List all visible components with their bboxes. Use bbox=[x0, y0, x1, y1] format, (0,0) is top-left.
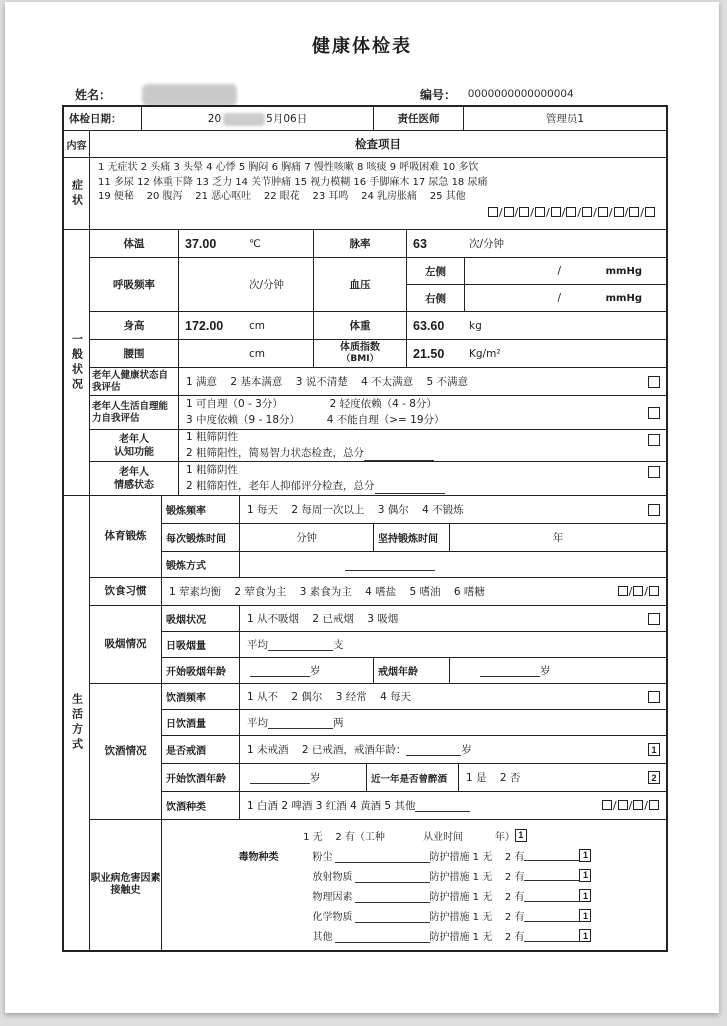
waist-bmi-row bbox=[90, 340, 666, 368]
bp-label: 血压 bbox=[314, 258, 407, 312]
smoking-start-age-unit: 岁 bbox=[310, 665, 321, 677]
emotion-line2: 2 粗筛阳性，老年人抑郁评分检查，总分 bbox=[186, 479, 375, 492]
smoking-start-age-label: 开始吸烟年龄 bbox=[162, 658, 240, 684]
occupational-item-row bbox=[231, 926, 598, 946]
drinking-drunk-cell bbox=[459, 764, 666, 792]
exercise-years-unit: 年 bbox=[450, 524, 666, 552]
occupational-group bbox=[90, 820, 666, 950]
exercise-method-label: 锻炼方式 bbox=[162, 552, 240, 578]
temperature-unit: ℃ bbox=[249, 237, 261, 250]
pulse-label: 脉率 bbox=[314, 230, 407, 258]
symptoms-options-line3: 19 便秘 20 腹泻 21 恶心呕吐 22 眼花 23 耳鸣 24 乳房胀痛 25 其他 bbox=[98, 191, 466, 202]
drinking-daily-blank bbox=[268, 717, 333, 729]
drinking-freq-options: 1 从不 2 偶尔 3 经常 4 每天 bbox=[247, 691, 412, 703]
cognition-label-line2: 认知功能 bbox=[114, 446, 154, 458]
temperature-pulse-row bbox=[90, 230, 666, 258]
occupational-item-name: 化学物质 bbox=[312, 912, 353, 924]
diet-group bbox=[90, 578, 666, 606]
exercise-group-label: 体育锻炼 bbox=[90, 496, 162, 578]
drinking-daily-prefix: 平均 bbox=[247, 717, 268, 729]
protection-blank bbox=[524, 849, 579, 861]
cognition-row bbox=[90, 430, 666, 462]
occupational-item-codebox: 1 bbox=[579, 849, 591, 862]
weight-value-cell bbox=[407, 312, 666, 340]
name-value-redacted bbox=[142, 84, 237, 106]
drinking-daily-label: 日饮酒量 bbox=[162, 710, 240, 736]
occupational-item-name: 放射物质 bbox=[312, 871, 353, 883]
drinking-drunk-label: 近一年是否曾醉酒 bbox=[367, 764, 459, 792]
occupational-item-row bbox=[231, 906, 598, 926]
elder-health-label: 老年人健康状态自我评估 bbox=[90, 368, 179, 396]
occupational-head-text: 1 无 2 有（工种 从业时间 年） bbox=[303, 831, 515, 843]
smoking-daily-label: 日吸烟量 bbox=[162, 632, 240, 658]
exercise-freq-options-cell bbox=[240, 496, 666, 524]
protection-label: 防护措施 1 无 2 有 bbox=[429, 851, 525, 863]
height-unit: cm bbox=[249, 319, 266, 332]
exam-date-suffix: 5月06日 bbox=[266, 113, 308, 125]
bp-right-label: 右侧 bbox=[407, 285, 465, 312]
occupational-item-blank bbox=[335, 932, 430, 943]
weight-value: 63.60 bbox=[413, 318, 445, 333]
symptoms-section bbox=[64, 158, 666, 230]
elder-selfcare-row bbox=[90, 396, 666, 430]
protection-label: 防护措施 1 无 2 有 bbox=[429, 932, 525, 944]
bp-left-separator: / bbox=[557, 265, 561, 277]
emotion-row bbox=[90, 462, 666, 496]
waist-value-cell bbox=[179, 340, 314, 368]
occupational-head-codebox: 1 bbox=[515, 829, 527, 842]
emotion-content-cell bbox=[179, 462, 666, 496]
cognition-score-blank bbox=[364, 449, 434, 461]
emotion-line1: 1 粗筛阴性 bbox=[186, 463, 239, 476]
occupational-item-row bbox=[231, 865, 598, 885]
bmi-label bbox=[314, 340, 407, 368]
doctor-label: 责任医师 bbox=[374, 107, 464, 131]
smoking-daily-prefix: 平均 bbox=[247, 639, 268, 651]
lifestyle-section-label: 生活方式 bbox=[70, 693, 84, 753]
emotion-label-line1: 老年人 bbox=[119, 466, 149, 478]
drinking-quit-label: 是否戒酒 bbox=[162, 736, 240, 764]
drinking-freq-label: 饮酒频率 bbox=[162, 684, 240, 710]
exercise-freq-label: 锻炼频率 bbox=[162, 496, 240, 524]
symptoms-checkbox-row: / / / / / / / / / / bbox=[98, 206, 660, 219]
respiration-value-cell bbox=[179, 258, 314, 312]
pulse-value-cell bbox=[407, 230, 666, 258]
drinking-group-label: 饮酒情况 bbox=[90, 684, 162, 820]
occupational-item-name: 其他 bbox=[312, 932, 333, 944]
symptoms-content bbox=[90, 158, 666, 230]
drinking-start-age-cell bbox=[240, 764, 367, 792]
waist-unit: cm bbox=[249, 347, 266, 360]
bmi-value-cell bbox=[407, 340, 666, 368]
smoking-status-checkbox bbox=[648, 613, 660, 625]
general-section bbox=[64, 230, 666, 496]
content-column-header: 内容 bbox=[64, 131, 90, 158]
emotion-checkbox bbox=[648, 466, 660, 478]
elder-selfcare-checkbox bbox=[648, 407, 660, 419]
weight-unit: kg bbox=[469, 319, 482, 332]
respiration-label: 呼吸频率 bbox=[90, 258, 179, 312]
weight-label: 体重 bbox=[314, 312, 407, 340]
symptoms-section-label-cell bbox=[64, 158, 90, 230]
protection-blank bbox=[524, 869, 579, 881]
drinking-kind-options: 1 白酒 2 啤酒 3 红酒 4 黄酒 5 其他 bbox=[247, 800, 416, 812]
drinking-drunk-options: 1 是 2 否 bbox=[466, 772, 521, 784]
bmi-unit: Kg/m² bbox=[469, 347, 501, 360]
cognition-line2: 2 粗筛阳性，简易智力状态检查，总分 bbox=[186, 446, 365, 459]
drinking-start-age-blank bbox=[250, 772, 310, 784]
exam-date-value bbox=[142, 107, 374, 131]
elder-health-checkbox bbox=[648, 376, 660, 388]
diet-options: 1 荤素均衡 2 荤食为主 3 素食为主 4 嗜盐 5 嗜油 6 嗜糖 bbox=[169, 586, 485, 598]
symptoms-options-line1: 1 无症状 2 头痛 3 头晕 4 心悸 5 胸闷 6 胸痛 7 慢性咳嗽 8 咳痰 9 呼吸困难 10 多饮 bbox=[98, 162, 479, 173]
height-weight-row bbox=[90, 312, 666, 340]
number-value: 0000000000000004 bbox=[468, 88, 574, 100]
cognition-content-cell bbox=[179, 430, 666, 462]
smoking-group-label: 吸烟情况 bbox=[90, 606, 162, 684]
emotion-score-blank bbox=[375, 482, 445, 494]
occupational-content bbox=[162, 820, 666, 950]
bp-right-separator: / bbox=[557, 292, 561, 304]
occupational-item-codebox: 1 bbox=[579, 909, 591, 922]
bmi-value: 21.50 bbox=[413, 346, 445, 361]
protection-blank bbox=[524, 910, 579, 922]
drinking-start-age-label: 开始饮酒年龄 bbox=[162, 764, 240, 792]
exam-date-redacted bbox=[223, 113, 265, 126]
smoking-start-age-cell bbox=[240, 658, 374, 684]
drinking-kind-checkbox-row: / / / bbox=[601, 799, 660, 812]
smoking-daily-unit: 支 bbox=[333, 639, 344, 651]
smoking-group bbox=[90, 606, 666, 684]
respiration-bp-row bbox=[90, 258, 666, 312]
temperature-value: 37.00 bbox=[185, 236, 217, 251]
exam-date-row bbox=[64, 107, 666, 131]
elder-health-row bbox=[90, 368, 666, 396]
occupational-item-codebox: 1 bbox=[579, 889, 591, 902]
symptoms-section-label: 症状 bbox=[70, 178, 84, 209]
smoking-status-label: 吸烟状况 bbox=[162, 606, 240, 632]
smoking-daily-blank bbox=[268, 639, 333, 651]
occupational-item-name: 粉尘 bbox=[312, 851, 333, 863]
drinking-quit-cell bbox=[240, 736, 666, 764]
temperature-value-cell bbox=[179, 230, 314, 258]
protection-blank bbox=[524, 930, 579, 942]
form-page bbox=[5, 2, 719, 1013]
occupational-head-line bbox=[295, 825, 533, 845]
exercise-duration-unit: 分钟 bbox=[240, 524, 374, 552]
bp-left-value-cell bbox=[465, 258, 666, 285]
occupational-item-blank bbox=[355, 872, 430, 883]
emotion-label-line2: 情感状态 bbox=[114, 479, 154, 491]
pulse-unit: 次/分钟 bbox=[469, 238, 505, 250]
name-label: 姓名： bbox=[75, 88, 112, 102]
symptoms-options-line2: 11 多尿 12 体重下降 13 乏力 14 关节肿痛 15 视力模糊 16 手脚麻木 17 尿急 18 尿痛 bbox=[98, 176, 488, 188]
elder-selfcare-options-cell bbox=[179, 396, 666, 430]
drinking-start-age-unit: 岁 bbox=[310, 772, 321, 784]
height-value: 172.00 bbox=[185, 318, 224, 333]
cognition-line1: 1 粗筛阴性 bbox=[186, 430, 239, 443]
occupational-item-blank bbox=[355, 892, 430, 903]
smoking-status-options-cell bbox=[240, 606, 666, 632]
height-value-cell bbox=[179, 312, 314, 340]
elder-health-options: 1 满意 2 基本满意 3 说不清楚 4 不太满意 5 不满意 bbox=[186, 376, 468, 388]
bmi-label-line2: （BMI） bbox=[341, 354, 379, 365]
cognition-checkbox bbox=[648, 434, 660, 446]
diet-group-label: 饮食习惯 bbox=[90, 578, 162, 606]
drinking-kind-other-blank bbox=[415, 800, 470, 812]
form-title: 健康体检表 bbox=[312, 36, 412, 57]
exam-date-label: 体检日期： bbox=[64, 107, 142, 131]
drinking-daily-unit: 两 bbox=[333, 717, 344, 729]
cognition-label-line1: 老年人 bbox=[119, 433, 149, 445]
number-label: 编号： bbox=[420, 88, 457, 102]
drinking-daily-cell bbox=[240, 710, 666, 736]
drinking-kind-label: 饮酒种类 bbox=[162, 792, 240, 820]
occupational-group-label: 职业病危害因素接触史 bbox=[90, 820, 162, 950]
waist-label: 腰围 bbox=[90, 340, 179, 368]
elder-selfcare-options-line1: 1 可自理（0 - 3分） 2 轻度依赖（4 - 8分） bbox=[186, 397, 437, 410]
drinking-freq-checkbox bbox=[648, 691, 660, 703]
elder-health-options-cell bbox=[179, 368, 666, 396]
toxin-type-label: 毒物种类 bbox=[238, 851, 279, 863]
smoking-status-options: 1 从不吸烟 2 已戒烟 3 吸烟 bbox=[247, 613, 399, 625]
occupational-item-codebox: 1 bbox=[579, 869, 591, 882]
drinking-quit-age-blank bbox=[406, 744, 461, 756]
diet-checkbox-row: / / bbox=[617, 585, 660, 598]
drinking-freq-options-cell bbox=[240, 684, 666, 710]
smoking-start-age-blank bbox=[250, 665, 310, 677]
occupational-item-name: 物理因素 bbox=[312, 892, 353, 904]
bp-right-value-cell bbox=[465, 285, 666, 312]
bp-right-unit: mmHg bbox=[605, 292, 642, 304]
temperature-label: 体温 bbox=[90, 230, 179, 258]
items-column-header: 检查项目 bbox=[90, 131, 666, 158]
smoking-quit-age-unit: 岁 bbox=[540, 665, 551, 677]
protection-label: 防护措施 1 无 2 有 bbox=[429, 912, 525, 924]
table-header-row bbox=[64, 131, 666, 158]
bp-values bbox=[407, 258, 666, 312]
lifestyle-section bbox=[64, 496, 666, 950]
smoking-quit-age-label: 戒烟年龄 bbox=[374, 658, 450, 684]
occupational-item-row bbox=[231, 845, 598, 865]
bp-left-label: 左侧 bbox=[407, 258, 465, 285]
elder-selfcare-options-line2: 3 中度依赖（9 - 18分） 4 不能自理（>= 19分） bbox=[186, 413, 445, 426]
drinking-drunk-codebox: 2 bbox=[648, 771, 660, 784]
drinking-quit-options: 1 未戒酒 2 已戒酒，戒酒年龄： bbox=[247, 744, 407, 756]
elder-selfcare-label: 老年人生活自理能力自我评估 bbox=[90, 396, 179, 430]
exercise-group bbox=[90, 496, 666, 578]
doctor-value: 管理员1 bbox=[464, 107, 666, 131]
smoking-quit-age-cell bbox=[450, 658, 666, 684]
height-label: 身高 bbox=[90, 312, 179, 340]
respiration-unit: 次/分钟 bbox=[249, 279, 285, 291]
occupational-item-blank bbox=[335, 852, 430, 863]
exercise-duration-label: 每次锻炼时间 bbox=[162, 524, 240, 552]
exercise-years-label: 坚持锻炼时间 bbox=[374, 524, 450, 552]
diet-options-cell bbox=[162, 578, 666, 606]
smoking-daily-cell bbox=[240, 632, 666, 658]
protection-label: 防护措施 1 无 2 有 bbox=[429, 871, 525, 883]
emotion-label bbox=[90, 462, 179, 496]
protection-blank bbox=[524, 890, 579, 902]
bp-left-unit: mmHg bbox=[605, 265, 642, 277]
exercise-freq-options: 1 每天 2 每周一次以上 3 偶尔 4 不锻炼 bbox=[247, 504, 464, 516]
cognition-label bbox=[90, 430, 179, 462]
occupational-item-codebox: 1 bbox=[579, 929, 591, 942]
exercise-method-blank bbox=[345, 559, 435, 571]
drinking-kind-cell bbox=[240, 792, 666, 820]
exercise-freq-checkbox bbox=[648, 504, 660, 516]
occupational-item-row bbox=[231, 886, 598, 906]
general-section-label-cell bbox=[64, 230, 90, 496]
smoking-quit-age-blank bbox=[480, 665, 540, 677]
drinking-group bbox=[90, 684, 666, 820]
pulse-value: 63 bbox=[413, 236, 427, 251]
occupational-item-blank bbox=[355, 912, 430, 923]
exercise-method-cell bbox=[240, 552, 666, 578]
general-section-label: 一般状况 bbox=[70, 332, 84, 393]
drinking-quit-unit: 岁 bbox=[461, 744, 472, 756]
exam-date-prefix: 20 bbox=[207, 112, 222, 125]
health-exam-table bbox=[62, 105, 668, 952]
bmi-label-line1: 体质指数 bbox=[340, 342, 380, 354]
protection-label: 防护措施 1 无 2 有 bbox=[429, 892, 525, 904]
drinking-quit-codebox: 1 bbox=[648, 743, 660, 756]
lifestyle-section-label-cell bbox=[64, 496, 90, 950]
